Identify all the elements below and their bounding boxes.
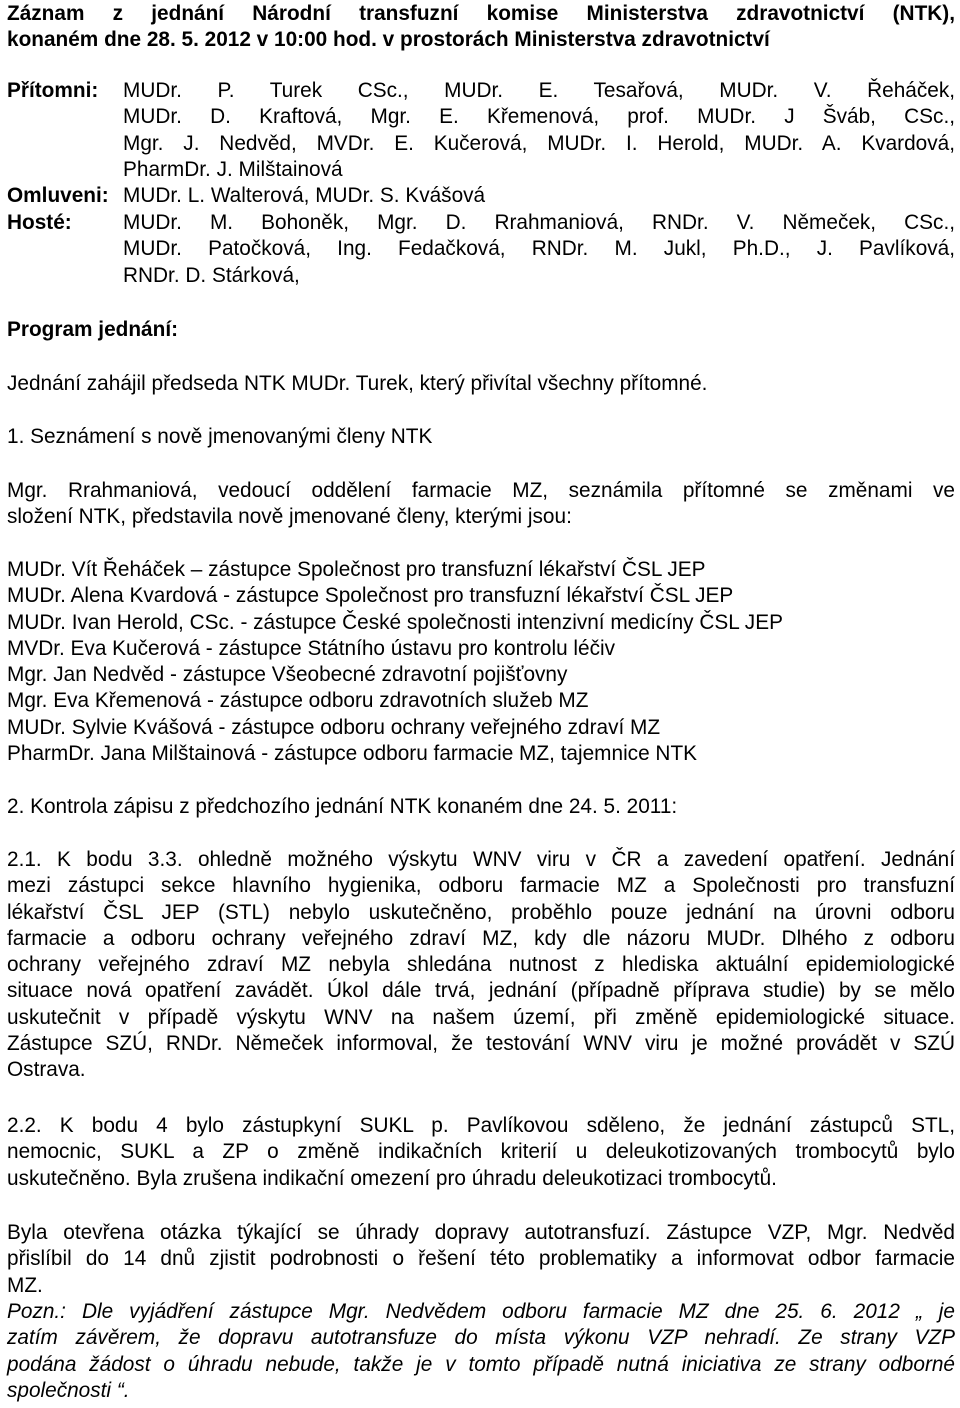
paragraph-line: ochrany veřejného zdraví MZ nebyla shledána nutnost z hlediska aktuální epidemiologické	[7, 953, 955, 977]
member-item: Mgr. Jan Nedvěd - zástupce Všeobecné zdravotní pojišťovny	[7, 663, 568, 687]
section-2-heading: 2. Kontrola zápisu z předchozího jednání NTK konaném dne 24. 5. 2011:	[7, 795, 678, 818]
paragraph-line: farmacie a odboru ochrany veřejného zdraví MZ, kdy dle názoru MUDr. Dlhého z odboru	[7, 926, 955, 950]
title-line-2: konaném dne 28. 5. 2012 v 10:00 hod. v prostorách Ministerstva zdravotnictví	[7, 28, 770, 52]
note-line: podána žádost o úhradu nebude, takže je v tomto případě nutná iniciativa ze strany odborné	[7, 1352, 955, 1376]
members-list	[7, 557, 955, 767]
paragraph-line: MZ.	[7, 1273, 43, 1297]
note-line: zatím závěrem, že dopravu autotransfuze do místa výkonu VZP nehradí. Ze strany VZP	[7, 1326, 955, 1350]
paragraph-line: uskutečnit v případě výskytu WNV na našem území, při změně epidemiologické situace.	[7, 1005, 955, 1029]
excused-label: Omluveni:	[7, 184, 109, 207]
paragraph-line: přislíbil do 14 dnů zjistit podrobnosti o řešení této problematiky a informovat odbor farmacie	[7, 1247, 955, 1271]
paragraph-line: nemocnic, SUKL a ZP o změně indikačních kriterií u deleukotizovaných trombocytů bylo	[7, 1140, 955, 1164]
member-item: MUDr. Ivan Herold, CSc. - zástupce České společnosti intenzivní medicíny ČSL JEP	[7, 610, 783, 634]
member-item: PharmDr. Jana Milštainová - zástupce odboru farmacie MZ, tajemnice NTK	[7, 742, 698, 766]
title-line-1: Záznam z jednání Národní transfuzní komise Ministerstva zdravotnictví (NTK),	[7, 2, 955, 25]
paragraph-line: Byla otevřena otázka týkající se úhrady dopravy autotransfuzí. Zástupce VZP, Mgr. Nedvěd	[7, 1221, 955, 1244]
present-line: PharmDr. J. Milštainová	[123, 157, 343, 181]
member-item: MVDr. Eva Kučerová - zástupce Státního ústavu pro kontrolu léčiv	[7, 636, 616, 660]
paragraph-transport	[7, 1220, 955, 1299]
paragraph-2-2	[7, 1113, 955, 1192]
paragraph-line: lékařství ČSL JEP (STL) nebylo uskutečněno, proběhlo pouze jednání na úrovni odboru	[7, 900, 955, 924]
paragraph-line: uskutečněno. Byla zrušena indikační omezení pro úhradu deleukotizaci trombocytů.	[7, 1166, 777, 1190]
member-item: MUDr. Vít Řeháček – zástupce Společnost pro transfuzní lékařství ČSL JEP	[7, 558, 706, 581]
paragraph-line: Zástupce SZÚ, RNDr. Němeček informoval, že testování WNV viru je možné provádět v SZÚ	[7, 1032, 955, 1056]
paragraph-2-1	[7, 847, 955, 1084]
present-list	[123, 78, 955, 183]
paragraph-line: mezi zástupci sekce hlavního hygienika, odboru farmacie MZ a Společnosti pro transfuzní	[7, 874, 955, 898]
present-line: Mgr. J. Nedvěd, MVDr. E. Kučerová, MUDr. I. Herold, MUDr. A. Kvardová,	[123, 131, 955, 155]
present-label: Přítomni:	[7, 79, 99, 102]
member-item: MUDr. Sylvie Kvášová - zástupce odboru ochrany veřejného zdraví MZ	[7, 715, 661, 739]
paragraph-line: Ostrava.	[7, 1058, 86, 1082]
excused-row	[7, 183, 955, 209]
guests-row	[7, 210, 955, 289]
document-title	[7, 1, 955, 54]
paragraph-line: 2.1. K bodu 3.3. ohledně možného výskytu WNV viru v ČR a zavedení opatření. Jednání	[7, 848, 955, 871]
guests-label: Hosté:	[7, 211, 72, 234]
paragraph-line: složení NTK, představila nově jmenované členy, kterými jsou:	[7, 505, 572, 529]
section-1-heading: 1. Seznámení s nově jmenovanými členy NTK	[7, 425, 433, 448]
guests-line: MUDr. Patočková, Ing. Fedačková, RNDr. M. Jukl, Ph.D., J. Pavlíková,	[123, 237, 955, 261]
member-item: MUDr. Alena Kvardová - zástupce Společnost pro transfuzní lékařství ČSL JEP	[7, 584, 734, 608]
present-line: MUDr. P. Turek CSc., MUDr. E. Tesařová, MUDr. V. Řeháček,	[123, 79, 955, 102]
guests-line: RNDr. D. Stárková,	[123, 263, 300, 287]
guests-list	[123, 210, 955, 289]
guests-line: MUDr. M. Bohoněk, Mgr. D. Rrahmaniová, RNDr. V. Němeček, CSc.,	[123, 211, 955, 234]
paragraph-line: situace nová opatření zavádět. Úkol dále trvá, jednání (případně příprava studie) by se mělo	[7, 979, 955, 1003]
note-line: Pozn.: Dle vyjádření zástupce Mgr. Nedvědem odboru farmacie MZ dne 25. 6. 2012 „ je	[7, 1300, 955, 1323]
paragraph-line: 2.2. K bodu 4 bylo zástupkyní SUKL p. Pavlíkovou sděleno, že jednání zástupců STL,	[7, 1114, 955, 1137]
section-1-intro	[7, 478, 955, 531]
excused-list: MUDr. L. Walterová, MUDr. S. Kvášová	[123, 184, 486, 207]
note-paragraph	[7, 1299, 955, 1404]
present-line: MUDr. D. Kraftová, Mgr. E. Křemenová, prof. MUDr. J Šváb, CSc.,	[123, 105, 955, 129]
member-item: Mgr. Eva Křemenová - zástupce odboru zdravotních služeb MZ	[7, 689, 589, 713]
program-heading: Program jednání:	[7, 318, 179, 341]
opening-statement: Jednání zahájil předseda NTK MUDr. Turek, který přivítal všechny přítomné.	[7, 372, 708, 395]
note-line: společnosti “.	[7, 1378, 130, 1402]
paragraph-line: Mgr. Rrahmaniová, vedoucí oddělení farmacie MZ, seznámila přítomné se změnami ve	[7, 479, 955, 502]
present-row	[7, 78, 955, 183]
